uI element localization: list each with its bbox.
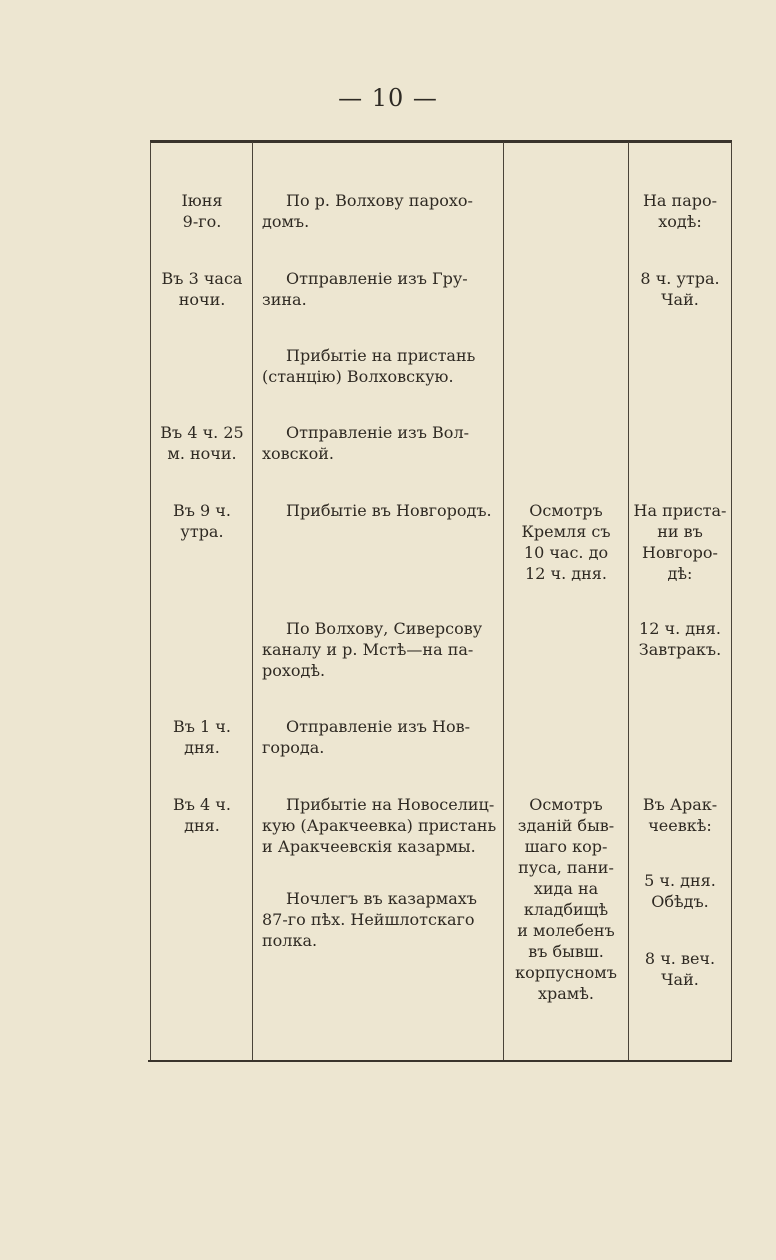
table-bottom-rule (148, 1060, 732, 1062)
meal-cell: 8 ч. веч. Чай. (644, 949, 716, 989)
meal-cell: На паро- ходѣ: (642, 191, 718, 231)
table-top-rule (150, 140, 732, 143)
route-cell: Отправленіе изъ Вол- ховской. (262, 423, 470, 463)
route-cell: Прибытіе на пристань (станцію) Волховскую. (262, 346, 476, 386)
meal-cell: 12 ч. дня. Завтракъ. (638, 619, 722, 659)
route-cell: Ночлегъ въ казармахъ 87-го пѣх. Нейшлотскаго полка. (262, 889, 477, 950)
route-cell: Прибытіе на Новоселиц- кую (Аракчеевка) пристань и Аракчеевскія казармы. (262, 795, 497, 856)
meal-cell: На приста- ни въ Новгоро- дѣ: (633, 501, 727, 583)
column-rule-2 (503, 142, 504, 1060)
column-rule-right (731, 142, 732, 1060)
column-rule-left (150, 142, 151, 1060)
column-rule-1 (252, 142, 253, 1060)
inspection-cell: Осмотръ зданій быв- шаго кор- пуса, пани- хида на кладбищѣ и молебенъ въ бывш. корпусномъ храмѣ. (515, 795, 617, 1003)
column-rule-3 (628, 142, 629, 1060)
date-cell: Въ 3 часа ночи. (161, 269, 243, 309)
date-cell: Въ 4 ч. 25 м. ночи. (160, 423, 244, 463)
date-cell: Въ 9 ч. утра. (173, 501, 231, 541)
meal-cell: 5 ч. дня. Обѣдъ. (644, 871, 716, 911)
date-cell: Въ 4 ч. дня. (173, 795, 231, 835)
date-cell: Въ 1 ч. дня. (173, 717, 231, 757)
route-cell: По Волхову, Сиверсову каналу и р. Мстѣ—на па- роходѣ. (262, 619, 483, 680)
route-cell: Отправленіе изъ Гру- зина. (262, 269, 468, 309)
date-cell: Іюня 9-го. (181, 191, 223, 231)
meal-cell: 8 ч. утра. Чай. (640, 269, 720, 309)
route-cell: Прибытіе въ Новгородъ. (286, 501, 492, 520)
route-cell: Отправленіе изъ Нов- города. (262, 717, 471, 757)
inspection-cell: Осмотръ Кремля съ 10 час. до 12 ч. дня. (521, 501, 611, 583)
page-number: — 10 — (338, 84, 438, 112)
meal-cell: Въ Арак- чеевкѣ: (642, 795, 718, 835)
route-cell: По р. Волхову парохо- домъ. (262, 191, 473, 231)
